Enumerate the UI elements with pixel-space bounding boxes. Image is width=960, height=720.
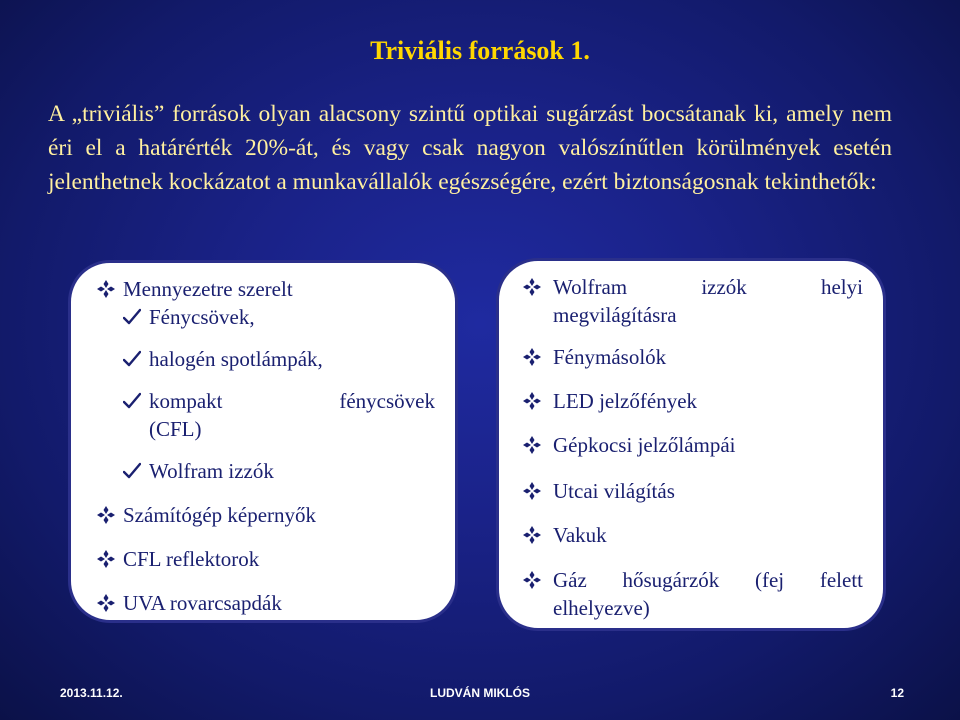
list-item-label: LED jelzőfények (553, 389, 698, 413)
list-item-label: Számítógép képernyők (123, 503, 317, 527)
list-item-label: Gáz (553, 568, 587, 592)
list-item-label: (fej (755, 568, 785, 592)
diamond-bullet-icon (97, 545, 117, 573)
list-item-label: felett (819, 568, 863, 592)
list-item-label: Wolfram (553, 275, 628, 299)
sub-list-item-label: (CFL) (149, 417, 202, 441)
list-item-label: Gépkocsi jelzőlámpái (553, 433, 736, 457)
list-item-label: hősugárzók (622, 568, 720, 592)
list-item-label: Vakuk (553, 523, 607, 547)
list-item-label: UVA rovarcsapdák (123, 591, 282, 615)
list-item-label: CFL reflektorok (123, 547, 260, 571)
list-item-label: elhelyezve) (553, 596, 650, 620)
right-sources-box (496, 258, 886, 631)
footer-author: LUDVÁN MIKLÓS (430, 686, 530, 700)
list-item-label: megvilágításra (553, 303, 677, 327)
left-sources-box (68, 260, 458, 623)
list-item-label: Mennyezetre szerelt (123, 277, 293, 301)
diamond-bullet-icon (523, 387, 543, 415)
list-item-label: helyi (820, 275, 863, 299)
diamond-bullet-icon (97, 275, 117, 303)
sub-list-item-label: halogén spotlámpák, (149, 347, 323, 371)
diamond-bullet-icon (523, 343, 543, 371)
diamond-bullet-icon (97, 501, 117, 529)
diamond-bullet-icon (523, 273, 543, 301)
diamond-bullet-icon (523, 431, 543, 459)
sub-list-item-label: fénycsövek (339, 389, 435, 413)
sub-list-item-label: Wolfram izzók (149, 459, 274, 483)
slide-title: Triviális források 1. (370, 36, 590, 65)
sub-list-item-label: Fénycsövek, (149, 305, 255, 329)
list-item-label: Fénymásolók (553, 345, 667, 369)
check-bullet-icon (123, 457, 143, 485)
diamond-bullet-icon (97, 589, 117, 617)
diamond-bullet-icon (523, 477, 543, 505)
diamond-bullet-icon (523, 566, 543, 594)
sub-list-item-label: kompakt (149, 389, 223, 413)
diamond-bullet-icon (523, 521, 543, 549)
list-item-label: Utcai világítás (553, 479, 675, 503)
intro-paragraph: A „triviális” források olyan alacsony szintű optikai sugárzást bocsátanak ki, amely nem éri el a határérték 20%-át, és vagy csak nagyon valószínűtlen körülmények esetén jelenthetnek kockázatot a munkavállalók egészségére, ezért biztonságosnak tekinthetők: (48, 101, 892, 195)
check-bullet-icon (123, 303, 143, 331)
check-bullet-icon (123, 387, 143, 415)
page-number: 12 (890, 686, 904, 700)
footer-date: 2013.11.12. (60, 686, 123, 700)
check-bullet-icon (123, 345, 143, 373)
list-item-label: izzók (701, 275, 747, 299)
